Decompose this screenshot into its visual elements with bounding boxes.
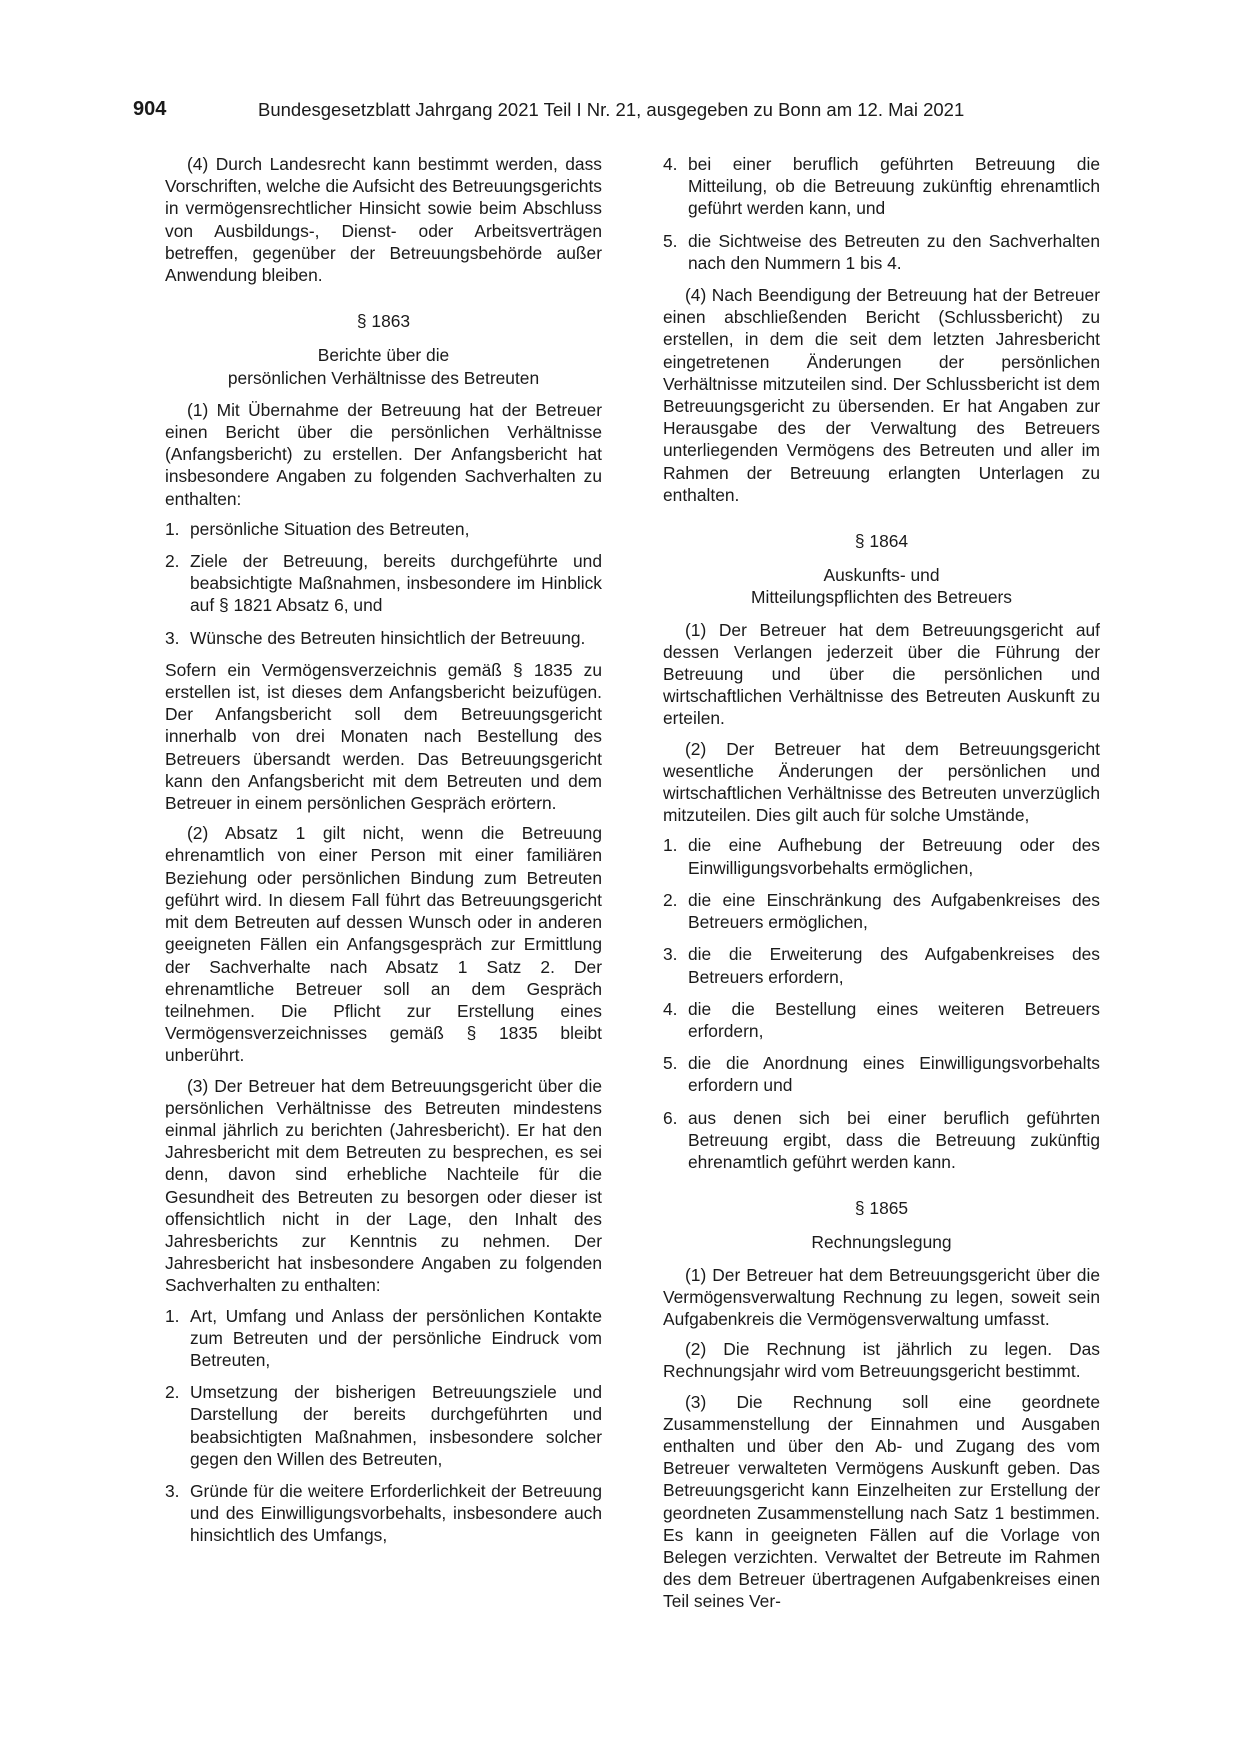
list-item bbox=[663, 834, 1100, 878]
paragraph-1863-1-continued: Sofern ein Vermögensverzeichnis gemäß § 1835 zu erstellen ist, ist dieses dem Anfangsbericht beizufügen. Der Anfangsbericht soll dem Betreuungsgericht innerhalb von drei Monaten nach Bestellung des Betreuers übersandt werden. Das Betreuungsgericht kann den Anfangsbericht mit dem Betreuten und dem Betreuer in einem persönlichen Gespräch erörtern. bbox=[165, 659, 602, 814]
list-item-number: 5. bbox=[663, 1053, 678, 1074]
section-1865-title: Rechnungslegung bbox=[811, 1232, 952, 1253]
paragraph-1863-3: (3) Der Betreuer hat dem Betreuungsgericht über die persönlichen Verhältnisse des Betreuten mindestens einmal jährlich zu berichten (Jahresbericht). Er hat den Jahresbericht mit dem Betreuten zu besprechen, es sei denn, davon sind erhebliche Nachteile für die Gesundheit des Betreuten zu besorgen oder dieser ist offensichtlich nicht in der Lage, den Inhalt des Jahresberichts zur Kenntnis zu nehmen. Der Jahresbericht hat insbesondere Angaben zu folgenden Sachverhalten zu enthalten: bbox=[165, 1075, 602, 1296]
list-item-number: 5. bbox=[663, 230, 678, 251]
section-1864-title-line-1: Auskunfts- und bbox=[823, 565, 940, 586]
paragraph-1862-4: (4) Durch Landesrecht kann bestimmt werden, dass Vorschriften, welche die Aufsicht des Betreuungsgerichts in vermögensrechtlicher Hinsicht sowie beim Abschluss von Ausbildungs-, Dienst- oder Arbeitsverträgen betreffen, gegenüber der Betreuungsbehörde außer Anwendung bleiben. bbox=[165, 154, 602, 286]
page-number: 904 bbox=[133, 98, 167, 120]
paragraph-1865-3: (3) Die Rechnung soll eine geordnete Zusammenstellung der Einnahmen und Ausgaben enthalten und über den Ab- und Zugang des vom Betreuer verwalteten Vermögens Auskunft geben. Das Betreuungsgericht kann Einzelheiten zur Erstellung der geordneten Zusammenstellung nach Satz 1 bestimmen. Es kann in geeigneten Fällen auf die Vorlage von Belegen verzichten. Verwaltet der Betreute im Rahmen des dem Betreuer übertragenen Aufgabenkreises einen Teil seines Ver- bbox=[663, 1391, 1100, 1612]
list-item-number: 1. bbox=[663, 835, 678, 856]
list-1863-1 bbox=[165, 518, 602, 649]
list-item-text: Wünsche des Betreuten hinsichtlich der Betreuung. bbox=[190, 627, 586, 648]
list-item-number: 2. bbox=[663, 889, 678, 910]
section-1863-title-line-2: persönlichen Verhältnisse des Betreuten bbox=[227, 367, 540, 388]
list-item-text: Art, Umfang und Anlass der persönlichen Kontakte zum Betreuten und der persönliche Eindruck vom Betreuten, bbox=[190, 1305, 602, 1370]
paragraph-1863-4: (4) Nach Beendigung der Betreuung hat der Betreuer einen abschließenden Bericht (Schlussbericht) zu erstellen, in dem die seit dem letzten Jahresbericht eingetretenen Änderungen der persönlichen Verhältnisse mitzuteilen sind. Der Schlussbericht ist dem Betreuungsgericht zu übersenden. Er hat Angaben zur Herausgabe des der Verwaltung des Betreuers unterliegenden Vermögens des Betreuten und aller im Rahmen der Betreuung erlangten Unterlagen zu enthalten. bbox=[663, 285, 1100, 505]
list-item bbox=[663, 1107, 1100, 1174]
list-item-number: 3. bbox=[165, 1480, 180, 1501]
list-item-number: 3. bbox=[663, 944, 678, 965]
list-item bbox=[165, 1305, 602, 1372]
paragraph-1864-1: (1) Der Betreuer hat dem Betreuungsgericht auf dessen Verlangen jederzeit über die Führung der Betreuung und über die persönlichen und wirtschaftlichen Verhältnisse des Betreuten Auskunft zu erteilen. bbox=[663, 619, 1100, 729]
section-1865-number: § 1865 bbox=[854, 1198, 909, 1219]
list-item bbox=[663, 998, 1100, 1042]
list-1863-3-continued bbox=[663, 153, 1100, 274]
list-item-text: die die Erweiterung des Aufgabenkreises des Betreuers erfordern, bbox=[688, 944, 1100, 987]
section-1864-title bbox=[663, 564, 1100, 608]
left-column bbox=[165, 153, 602, 1557]
list-item bbox=[165, 1480, 602, 1547]
section-1863-title bbox=[165, 344, 602, 388]
list-item bbox=[663, 889, 1100, 933]
section-1864-number: § 1864 bbox=[854, 531, 909, 552]
running-head: Bundesgesetzblatt Jahrgang 2021 Teil I Nr. 21, ausgegeben zu Bonn am 12. Mai 2021 bbox=[258, 99, 965, 120]
list-item-text: die eine Aufhebung der Betreuung oder des Einwilligungsvorbehalts ermöglichen, bbox=[688, 835, 1100, 878]
paragraph-1863-1: (1) Mit Übernahme der Betreuung hat der Betreuer einen Bericht über die persönlichen Verhältnisse (Anfangsbericht) zu erstellen. Der Anfangsbericht hat insbesondere Angaben zu folgenden Sachverhalten zu enthalten: bbox=[165, 399, 602, 509]
list-item-number: 6. bbox=[663, 1107, 678, 1128]
list-item-text: Umsetzung der bisherigen Betreuungsziele und Darstellung der bereits durchgeführten und beabsichtigten Maßnahmen, insbesondere solcher gegen den Willen des Betreuten, bbox=[190, 1382, 602, 1469]
list-1863-3 bbox=[165, 1305, 602, 1547]
list-item bbox=[663, 943, 1100, 987]
list-item-text: Gründe für die weitere Erforderlichkeit der Betreuung und des Einwilligungsvorbehalts, insbesondere auch hinsichtlich des Umfangs, bbox=[190, 1480, 602, 1546]
list-item-text: die die Anordnung eines Einwilligungsvorbehalts erfordern und bbox=[688, 1053, 1100, 1096]
list-item-text: aus denen sich bei einer beruflich geführten Betreuung ergibt, dass die Betreuung zukünftig ehrenamtlich geführt werden kann. bbox=[688, 1107, 1100, 1172]
list-item-text: die eine Einschränkung des Aufgabenkreises des Betreuers ermöglichen, bbox=[688, 889, 1100, 933]
list-1864-2 bbox=[663, 834, 1100, 1173]
list-item bbox=[165, 1381, 602, 1470]
page-header bbox=[133, 98, 1053, 128]
list-item-text: die die Bestellung eines weiteren Betreuers erfordern, bbox=[688, 998, 1100, 1041]
paragraph-1864-2: (2) Der Betreuer hat dem Betreuungsgericht wesentliche Änderungen der persönlichen und wirtschaftlichen Verhältnisse des Betreuten unverzüglich mitzuteilen. Dies gilt auch für solche Umstände, bbox=[663, 738, 1100, 826]
list-item bbox=[663, 153, 1100, 220]
list-item bbox=[663, 230, 1100, 274]
list-item-text: Ziele der Betreuung, bereits durchgeführte und beabsichtigte Maßnahmen, insbesondere im Hinblick auf § 1821 Absatz 6, und bbox=[190, 551, 602, 616]
list-item-number: 4. bbox=[663, 998, 678, 1019]
section-1864-title-line-2: Mitteilungspflichten des Betreuers bbox=[751, 587, 1012, 608]
list-item-text: persönliche Situation des Betreuten, bbox=[190, 518, 470, 539]
list-item bbox=[165, 627, 602, 649]
list-item-number: 1. bbox=[165, 1305, 180, 1326]
list-item bbox=[165, 550, 602, 617]
section-1863-number: § 1863 bbox=[356, 311, 411, 332]
section-1863-title-line-1: Berichte über die bbox=[317, 345, 450, 366]
list-item-number: 3. bbox=[165, 627, 180, 648]
list-item-text: bei einer beruflich geführten Betreuung die Mitteilung, ob die Betreuung zukünftig ehrenamtlich geführt werden kann, und bbox=[688, 154, 1100, 219]
list-item bbox=[663, 1052, 1100, 1096]
right-column bbox=[663, 153, 1100, 1621]
paragraph-1865-1: (1) Der Betreuer hat dem Betreuungsgericht über die Vermögensverwaltung Rechnung zu legen, soweit sein Aufgabenkreis die Vermögensverwaltung umfasst. bbox=[663, 1264, 1100, 1329]
list-item-number: 4. bbox=[663, 154, 678, 174]
list-item-number: 2. bbox=[165, 1382, 180, 1403]
list-item-number: 2. bbox=[165, 551, 180, 572]
paragraph-1863-2: (2) Absatz 1 gilt nicht, wenn die Betreuung ehrenamtlich von einer Person mit einer familiären Beziehung oder persönlichen Bindung zum Betreuten geführt wird. In diesem Fall führt das Betreuungsgericht mit dem Betreuten auf dessen Wunsch oder in anderen geeigneten Fällen ein Anfangsgespräch zur Ermittlung der Sachverhalte nach Absatz 1 Satz 2. Der ehrenamtliche Betreuer soll an dem Gespräch teilnehmen. Die Pflicht zur Erstellung eines Vermögensverzeichnisses gemäß § 1835 bleibt unberührt. bbox=[165, 823, 602, 1066]
paragraph-1865-2: (2) Die Rechnung ist jährlich zu legen. Das Rechnungsjahr wird vom Betreuungsgericht bestimmt. bbox=[663, 1339, 1100, 1382]
list-item bbox=[165, 518, 602, 540]
list-item-number: 1. bbox=[165, 518, 180, 539]
list-item-text: die Sichtweise des Betreuten zu den Sachverhalten nach den Nummern 1 bis 4. bbox=[688, 230, 1100, 273]
